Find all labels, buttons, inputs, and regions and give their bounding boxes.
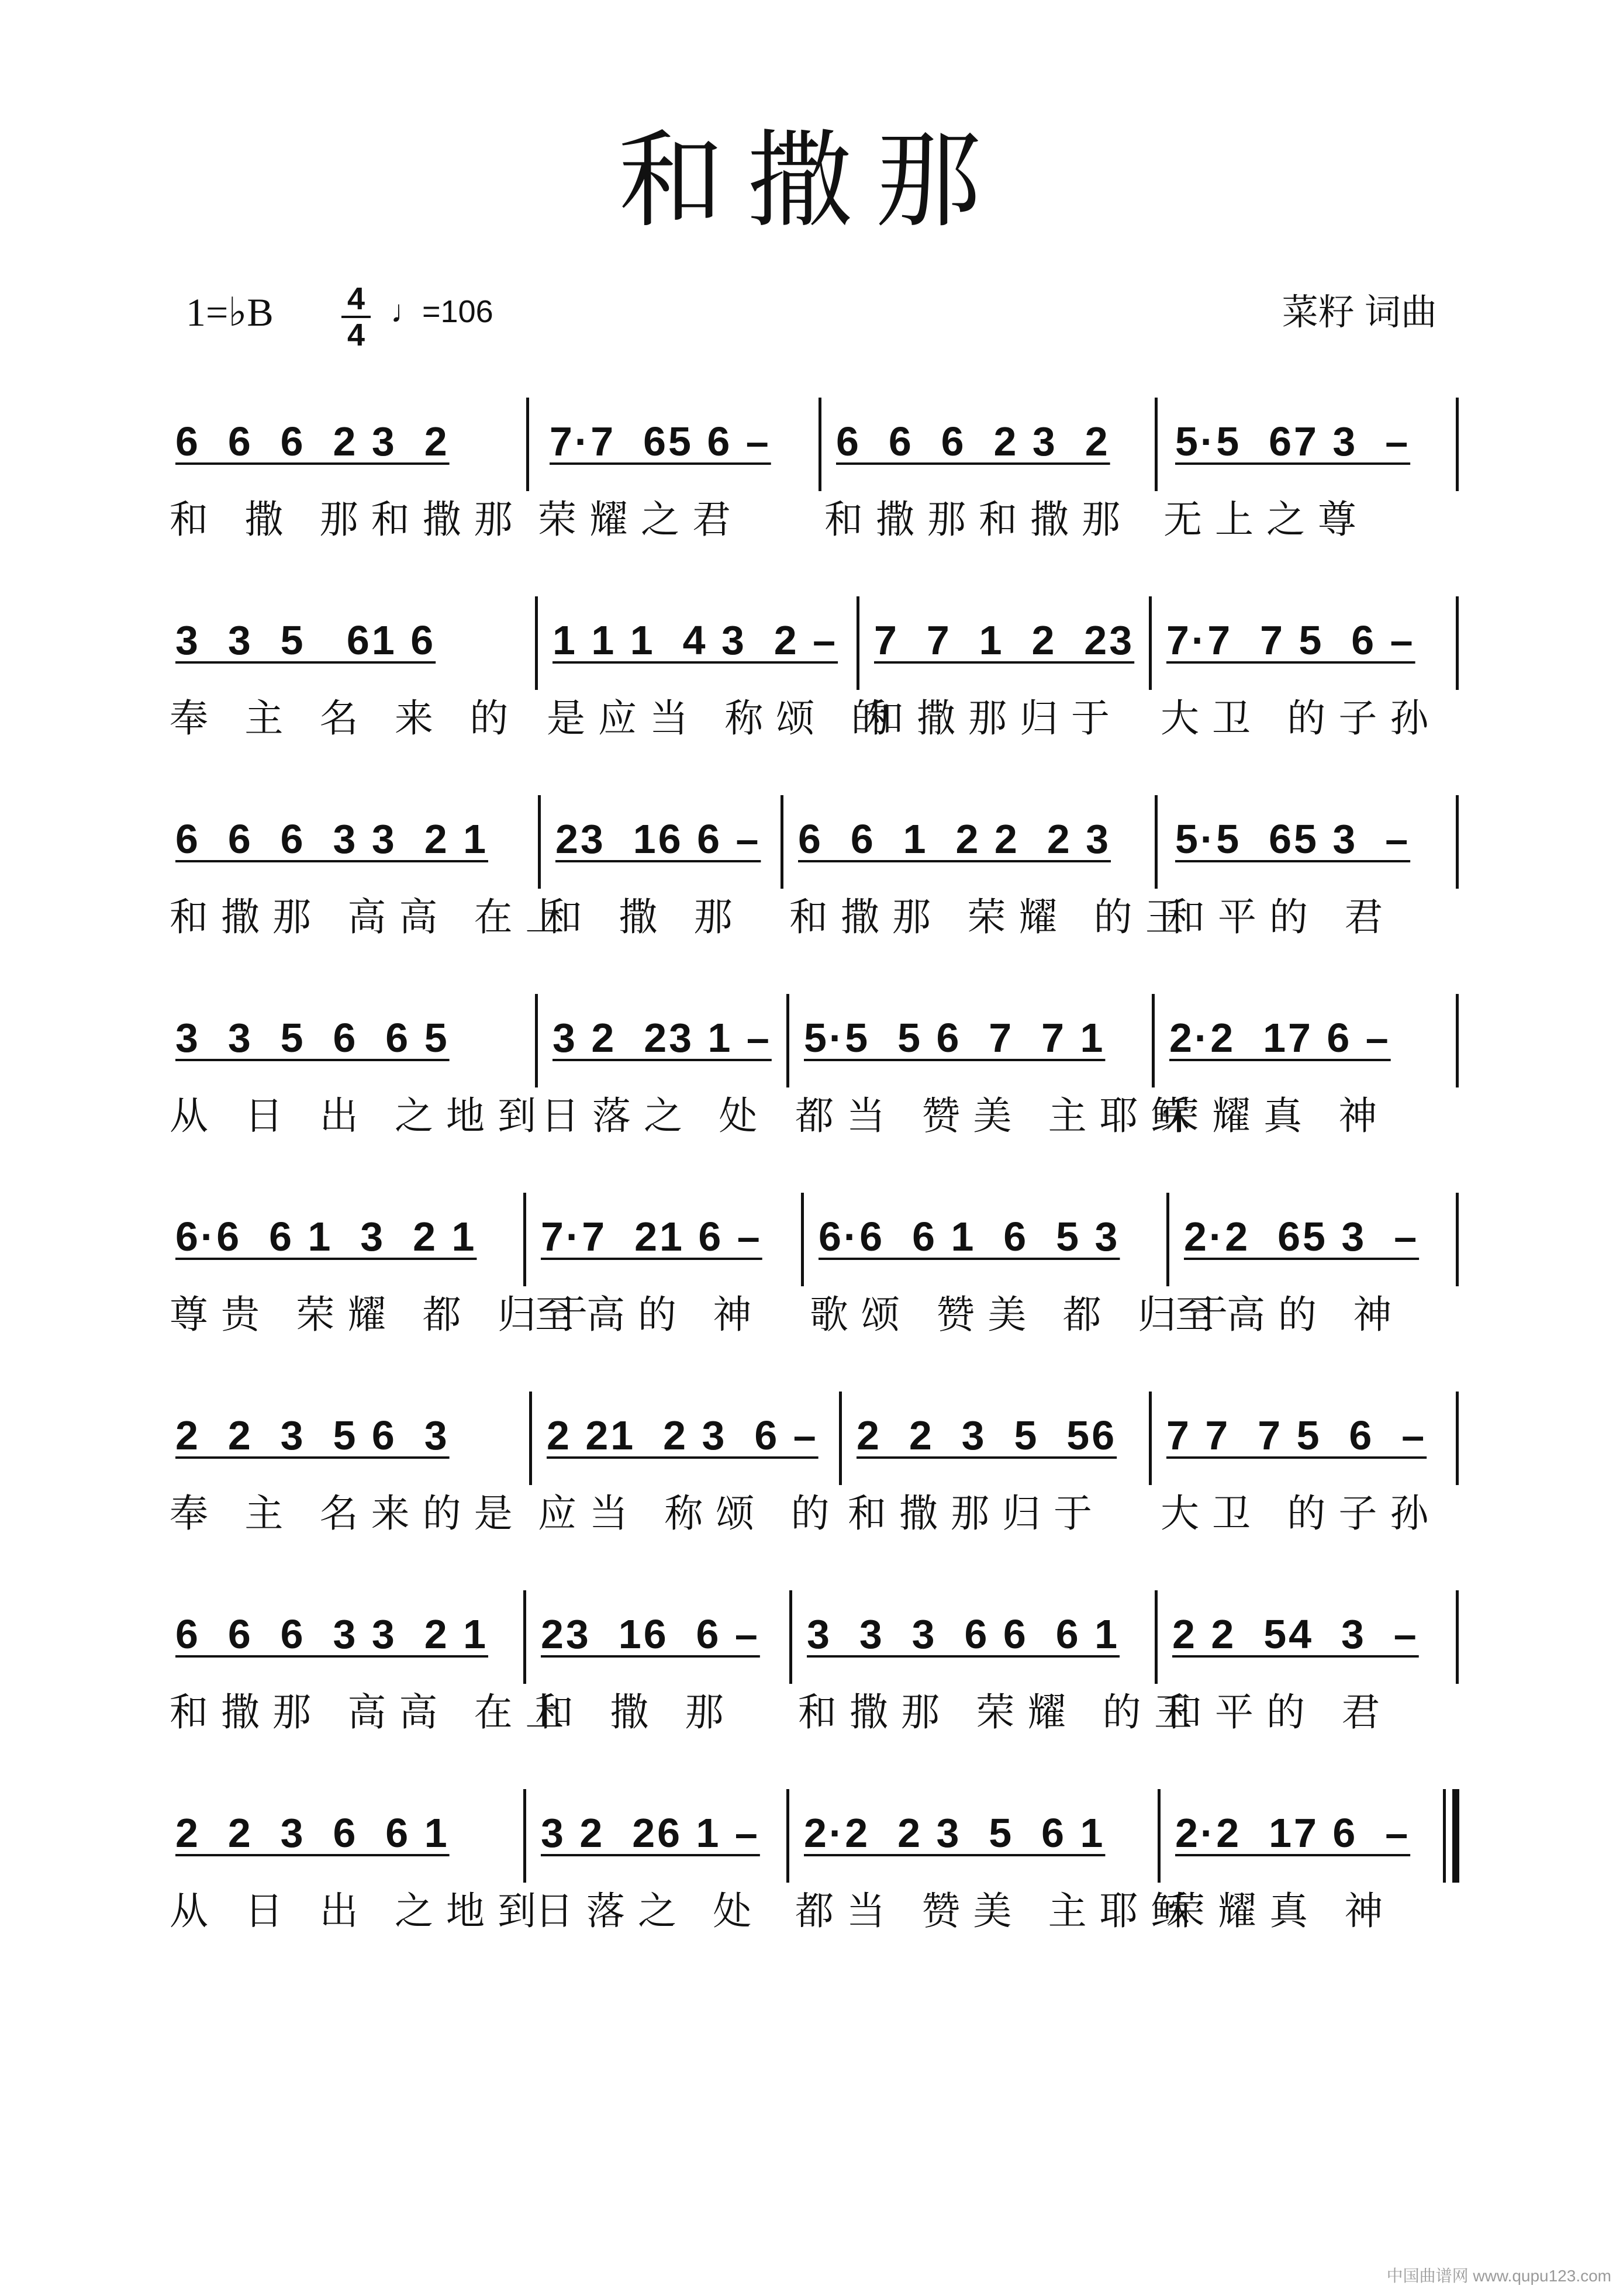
notes: 2·2 17 6 – xyxy=(1175,1810,1411,1856)
score-system-2 xyxy=(0,596,1623,772)
barline xyxy=(786,994,789,1087)
measure xyxy=(552,617,838,678)
notes: 6 6 6 3 3 2 1 xyxy=(175,816,488,862)
lyric-line: 荣耀之君 xyxy=(538,498,744,541)
lyric-line: 荣耀真 神 xyxy=(1166,1889,1396,1932)
barline xyxy=(819,398,821,491)
lyric-line: 和平的 君 xyxy=(1166,895,1396,938)
song-title: 和撒那 xyxy=(618,120,1004,242)
barline xyxy=(801,1193,804,1286)
measure xyxy=(541,1611,760,1672)
notes: 2·2 65 3 – xyxy=(1184,1214,1420,1259)
measure xyxy=(807,1611,1120,1672)
barline xyxy=(1158,1789,1161,1883)
notes: 3 2 26 1 – xyxy=(541,1810,760,1856)
lyric-line: 荣耀真 神 xyxy=(1161,1094,1390,1137)
time-signature-top: 4 xyxy=(347,281,365,316)
measure xyxy=(1175,421,1410,479)
notes: 7·7 65 6 – xyxy=(550,419,771,464)
notes: 2 2 3 5 6 3 xyxy=(175,1413,450,1458)
notes: 5·5 65 3 – xyxy=(1175,816,1411,862)
lyric-line: 和撒那 高高 在上 xyxy=(170,895,577,938)
time-signature xyxy=(341,283,371,351)
lyric-line: 都当 赞美 主耶稣 xyxy=(795,1094,1203,1137)
measure xyxy=(175,1017,450,1076)
measure xyxy=(175,816,488,877)
lyric-line: 和撒那归于 xyxy=(848,1491,1105,1535)
lyric-line: 和撒那 荣耀 的王 xyxy=(789,895,1197,938)
notes: 2·2 2 3 5 6 1 xyxy=(804,1810,1106,1856)
notes: 7·7 7 5 6 – xyxy=(1166,617,1415,663)
notes: 3 3 5 61 6 xyxy=(175,617,436,663)
measure xyxy=(857,1415,1117,1473)
notes: 6 6 6 2 3 2 xyxy=(836,419,1110,464)
lyric-line: 和 撒 那 xyxy=(544,895,745,938)
measure xyxy=(819,1216,1120,1275)
notes: 23 16 6 – xyxy=(555,816,761,862)
notes: 2 21 2 3 6 – xyxy=(547,1413,819,1458)
measure xyxy=(552,1017,772,1076)
measure xyxy=(1175,1812,1410,1871)
author-credit: 菜籽 词曲 xyxy=(1282,292,1437,333)
measure xyxy=(1175,816,1411,877)
barline xyxy=(1155,795,1158,889)
tempo-marking: ♩=106 xyxy=(391,294,493,329)
measure xyxy=(550,421,771,479)
barline xyxy=(1155,1590,1158,1684)
measure xyxy=(555,816,761,877)
measure xyxy=(798,816,1111,877)
lyric-line: 至高的 神 xyxy=(535,1293,765,1336)
notes: 1 1 1 4 3 2 – xyxy=(552,617,838,663)
lyric-line: 和撒那 高高 在上 xyxy=(170,1690,577,1734)
lyric-line: 是应当 称颂 的 xyxy=(547,696,903,740)
barline xyxy=(857,596,859,690)
notes: 23 16 6 – xyxy=(541,1611,760,1657)
measure xyxy=(1184,1216,1419,1275)
barline xyxy=(538,795,541,889)
score-system-1 xyxy=(0,398,1623,573)
measure xyxy=(175,1415,450,1473)
barline xyxy=(523,1789,526,1883)
notes: 7·7 21 6 – xyxy=(541,1214,762,1259)
barline xyxy=(523,1590,526,1684)
score-system-5 xyxy=(0,1193,1623,1368)
barline xyxy=(526,398,529,491)
measure xyxy=(874,617,1135,678)
notes: 2 2 3 6 6 1 xyxy=(175,1810,450,1856)
barline xyxy=(1456,596,1459,690)
lyric-line: 和平的 君 xyxy=(1163,1690,1393,1734)
measure xyxy=(175,1216,476,1275)
measure xyxy=(175,617,436,678)
measure xyxy=(1169,1017,1391,1076)
notes: 2·2 17 6 – xyxy=(1169,1015,1391,1061)
measure xyxy=(836,421,1110,479)
notes: 5·5 67 3 – xyxy=(1175,419,1411,464)
score-system-4 xyxy=(0,994,1623,1169)
measure xyxy=(541,1812,760,1871)
notes: 6·6 6 1 6 5 3 xyxy=(819,1214,1120,1259)
barline xyxy=(1152,994,1155,1087)
lyric-line: 日落之 处 xyxy=(535,1889,765,1932)
barline xyxy=(789,1590,792,1684)
lyric-line: 奉 主 名 来 的 xyxy=(170,696,522,740)
barline xyxy=(523,1193,526,1286)
barline xyxy=(1456,994,1459,1087)
barline xyxy=(529,1392,532,1485)
notes: 7 7 1 2 23 xyxy=(874,617,1135,663)
lyric-line: 和撒那 荣耀 的王 xyxy=(798,1690,1206,1734)
lyric-line: 和撒那归于 xyxy=(865,696,1123,740)
barline xyxy=(781,795,783,889)
final-barline-thick xyxy=(1452,1789,1459,1883)
barline xyxy=(1456,795,1459,889)
site-watermark: 中国曲谱网 www.qupu123.com xyxy=(1386,2267,1611,2285)
measure xyxy=(547,1415,819,1473)
barline xyxy=(1149,596,1152,690)
measure xyxy=(1166,617,1415,678)
notes: 7 7 7 5 6 – xyxy=(1166,1413,1427,1458)
measure xyxy=(175,1812,450,1871)
barline xyxy=(535,994,538,1087)
lyric-line: 尊贵 荣耀 都 归于 xyxy=(170,1293,601,1336)
lyric-line: 无上之尊 xyxy=(1163,498,1369,541)
notes: 3 3 5 6 6 5 xyxy=(175,1015,450,1061)
notes: 6 6 6 3 3 2 1 xyxy=(175,1611,488,1657)
time-signature-bottom: 4 xyxy=(347,317,365,353)
measure xyxy=(804,1017,1105,1076)
barline xyxy=(1155,398,1158,491)
measure xyxy=(804,1812,1105,1871)
measure xyxy=(175,421,450,479)
lyric-line: 和撒那和撒那 xyxy=(824,498,1133,541)
score-system-3 xyxy=(0,795,1623,971)
barline xyxy=(1456,1590,1459,1684)
lyric-line: 日落之 处 xyxy=(541,1094,771,1137)
notes: 5·5 5 6 7 7 1 xyxy=(804,1015,1106,1061)
barline xyxy=(1456,1392,1459,1485)
lyric-line: 从 日 出 之地到 xyxy=(170,1094,550,1137)
lyric-line: 和 撒 那 xyxy=(535,1690,737,1734)
lyric-line: 歌颂 赞美 都 归于 xyxy=(810,1293,1241,1336)
key-signature: 1=♭B xyxy=(186,290,274,334)
barline xyxy=(786,1789,789,1883)
final-barline-thin xyxy=(1443,1789,1446,1883)
measure xyxy=(1166,1415,1427,1473)
score-system-6 xyxy=(0,1392,1623,1567)
lyric-line: 奉 主 名来的是 xyxy=(170,1491,526,1535)
notes: 6 6 6 2 3 2 xyxy=(175,419,450,464)
lyric-line: 至高的 神 xyxy=(1175,1293,1405,1336)
score-system-7 xyxy=(0,1590,1623,1766)
lyric-line: 从 日 出 之地到 xyxy=(170,1889,550,1932)
lyric-line: 都当 赞美 主耶稣 xyxy=(795,1889,1203,1932)
barline xyxy=(839,1392,842,1485)
measure xyxy=(175,1611,488,1672)
barline xyxy=(1456,398,1459,491)
lyric-line: 应当 称颂 的 xyxy=(538,1491,842,1535)
measure xyxy=(541,1216,762,1275)
notes: 6 6 1 2 2 2 3 xyxy=(798,816,1111,862)
measure xyxy=(1172,1611,1419,1672)
barline xyxy=(535,596,538,690)
barline xyxy=(1456,1193,1459,1286)
barline xyxy=(1149,1392,1152,1485)
barline xyxy=(1166,1193,1169,1286)
lyric-line: 和 撒 那和撒那 xyxy=(170,498,526,541)
notes: 2 2 3 5 56 xyxy=(857,1413,1117,1458)
score-system-8 xyxy=(0,1789,1623,1964)
lyric-line: 大卫 的子孙 xyxy=(1161,1491,1442,1535)
notes: 6·6 6 1 3 2 1 xyxy=(175,1214,477,1259)
notes: 2 2 54 3 – xyxy=(1172,1611,1419,1657)
notes: 3 3 3 6 6 6 1 xyxy=(807,1611,1120,1657)
notes: 3 2 23 1 – xyxy=(552,1015,772,1061)
lyric-line: 大卫 的子孙 xyxy=(1161,696,1442,740)
